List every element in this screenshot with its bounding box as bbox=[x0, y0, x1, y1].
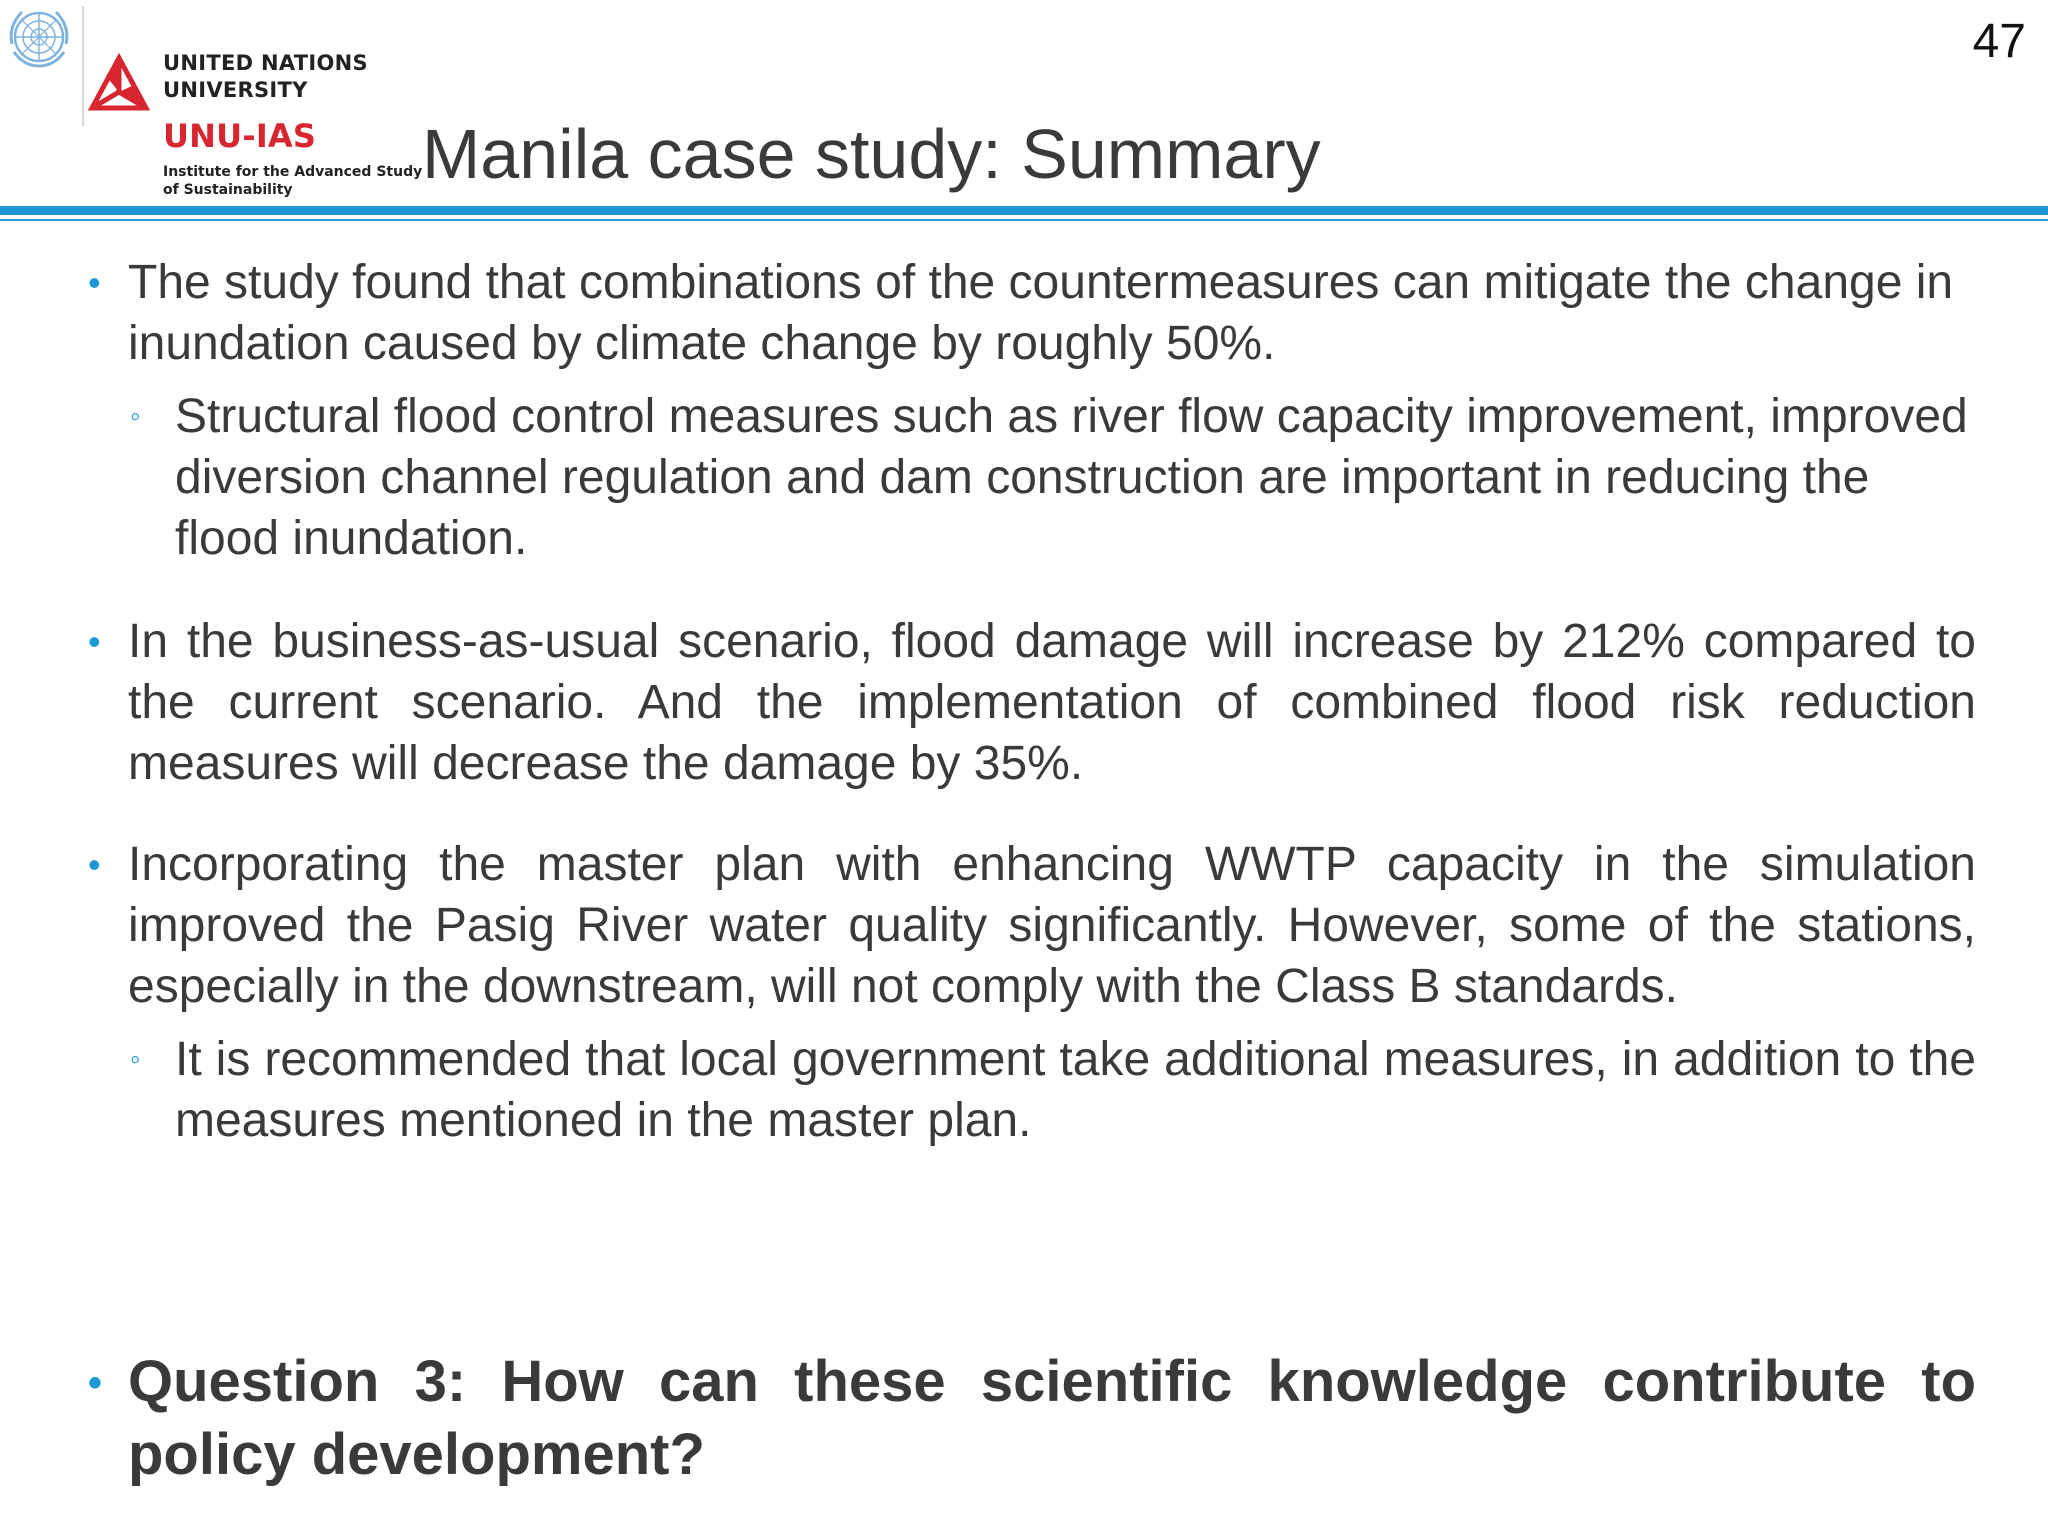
unu-logo-icon bbox=[86, 52, 152, 120]
title-rule-thick bbox=[0, 206, 2048, 215]
header-divider bbox=[82, 6, 84, 126]
unu-name-line1: UNITED NATIONS bbox=[163, 51, 368, 75]
question-text: Question 3: How can these scientific knowledge contribute to policy development? bbox=[128, 1349, 1976, 1487]
sub-bullet-circle-icon: ◦ bbox=[130, 1043, 141, 1076]
sub-bullet-item bbox=[128, 386, 1976, 569]
bullet-text: Incorporating the master plan with enhancing WWTP capacity in the simulation improved the Pasig River water quality significantly. However, some of the stations, especially in the downstream, will not comply with the Class B standards. bbox=[128, 838, 1976, 1013]
sub-bullet-item bbox=[128, 1029, 1976, 1151]
bullet-text: In the business-as-usual scenario, flood damage will increase by 212% compared to the current scenario. And the implementation of combined flood risk reduction measures will decrease the damage by 35%. bbox=[128, 615, 1976, 790]
un-emblem-icon bbox=[4, 2, 74, 72]
bullet-text: The study found that combinations of the countermeasures can mitigate the change in inundation caused by climate change by roughly 50%. bbox=[128, 256, 1954, 370]
bullet-dot-icon: • bbox=[88, 844, 101, 885]
unu-institute-name bbox=[163, 163, 422, 199]
sub-bullet-circle-icon: ◦ bbox=[130, 400, 141, 433]
slide-number: 47 bbox=[1972, 15, 2026, 68]
sub-bullet-text: Structural flood control measures such as river flow capacity improvement, improved diversion channel regulation and dam construction are important in reducing the flood inundation. bbox=[175, 390, 1968, 565]
bullet-item bbox=[82, 834, 1976, 1017]
question-bullet bbox=[82, 1345, 1976, 1491]
bullet-dot-icon: • bbox=[88, 1361, 103, 1405]
page-title: Manila case study: Summary bbox=[422, 115, 1321, 193]
bullet-item bbox=[82, 611, 1976, 794]
unu-ias-acronym: UNU-IAS bbox=[163, 117, 317, 155]
bullet-dot-icon: • bbox=[88, 262, 101, 303]
unu-institute-line2: of Sustainability bbox=[163, 182, 293, 198]
sub-bullet-text: It is recommended that local government take additional measures, in addition to the measures mentioned in the master plan. bbox=[175, 1033, 1976, 1147]
bullet-item bbox=[82, 252, 1976, 374]
bullet-dot-icon: • bbox=[88, 621, 101, 662]
unu-name bbox=[163, 50, 368, 104]
slide-content bbox=[82, 252, 1976, 1151]
unu-name-line2: UNIVERSITY bbox=[163, 78, 308, 102]
title-rule-thin bbox=[0, 219, 2048, 221]
unu-institute-line1: Institute for the Advanced Study bbox=[163, 164, 423, 180]
